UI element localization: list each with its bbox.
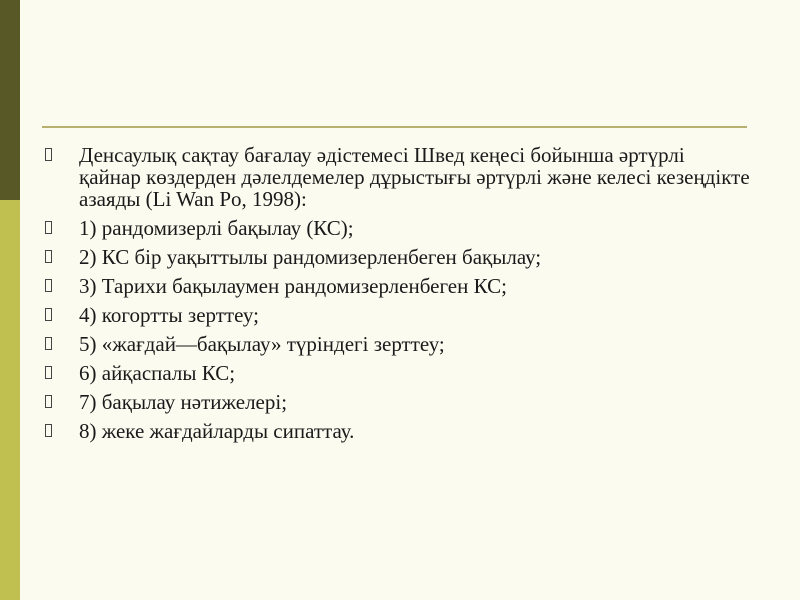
list-item-text: 6) айқаспалы КС; xyxy=(79,361,236,385)
slide-body xyxy=(45,144,750,449)
list-item xyxy=(45,304,750,326)
list-item-text: 1) рандомизерлі бақылау (КС); xyxy=(79,216,354,240)
bullet-icon xyxy=(45,148,52,161)
list-item-text: 5) «жағдай—бақылау» түріндегі зерттеу; xyxy=(79,332,445,356)
sidebar-light-segment xyxy=(0,200,20,600)
bullet-icon xyxy=(45,395,52,408)
bullet-icon xyxy=(45,366,52,379)
list-item xyxy=(45,333,750,355)
bullet-icon xyxy=(45,279,52,292)
bullet-list xyxy=(45,144,750,442)
bullet-icon xyxy=(45,337,52,350)
list-item-text: 4) когортты зерттеу; xyxy=(79,303,259,327)
title-divider-line xyxy=(42,126,747,128)
bullet-icon xyxy=(45,424,52,437)
list-item xyxy=(45,362,750,384)
list-item-text: 7) бақылау нәтижелері; xyxy=(79,390,288,414)
list-item xyxy=(45,246,750,268)
bullet-icon xyxy=(45,221,52,234)
list-item xyxy=(45,275,750,297)
list-item-text: 2) КС бір уақыттылы рандомизерленбеген бақылау; xyxy=(79,245,542,269)
sidebar-dark-segment xyxy=(0,0,20,200)
bullet-icon xyxy=(45,250,52,263)
list-item-text: 3) Тарихи бақылаумен рандомизерленбеген КС; xyxy=(79,274,507,298)
bullet-icon xyxy=(45,308,52,321)
list-item-text: Денсаулық сақтау бағалау әдістемесі Швед кеңесі бойынша әртүрлі қайнар көздерден дәлелдемелер дұрыстығы әртүрлі және келесі кезеңдікте азаяды (Li Wan Po, 1998): xyxy=(79,143,750,211)
list-item xyxy=(45,420,750,442)
list-item xyxy=(45,391,750,413)
list-item-text: 8) жеке жағдайларды сипаттау. xyxy=(79,419,355,443)
list-item xyxy=(45,217,750,239)
list-item xyxy=(45,144,750,210)
